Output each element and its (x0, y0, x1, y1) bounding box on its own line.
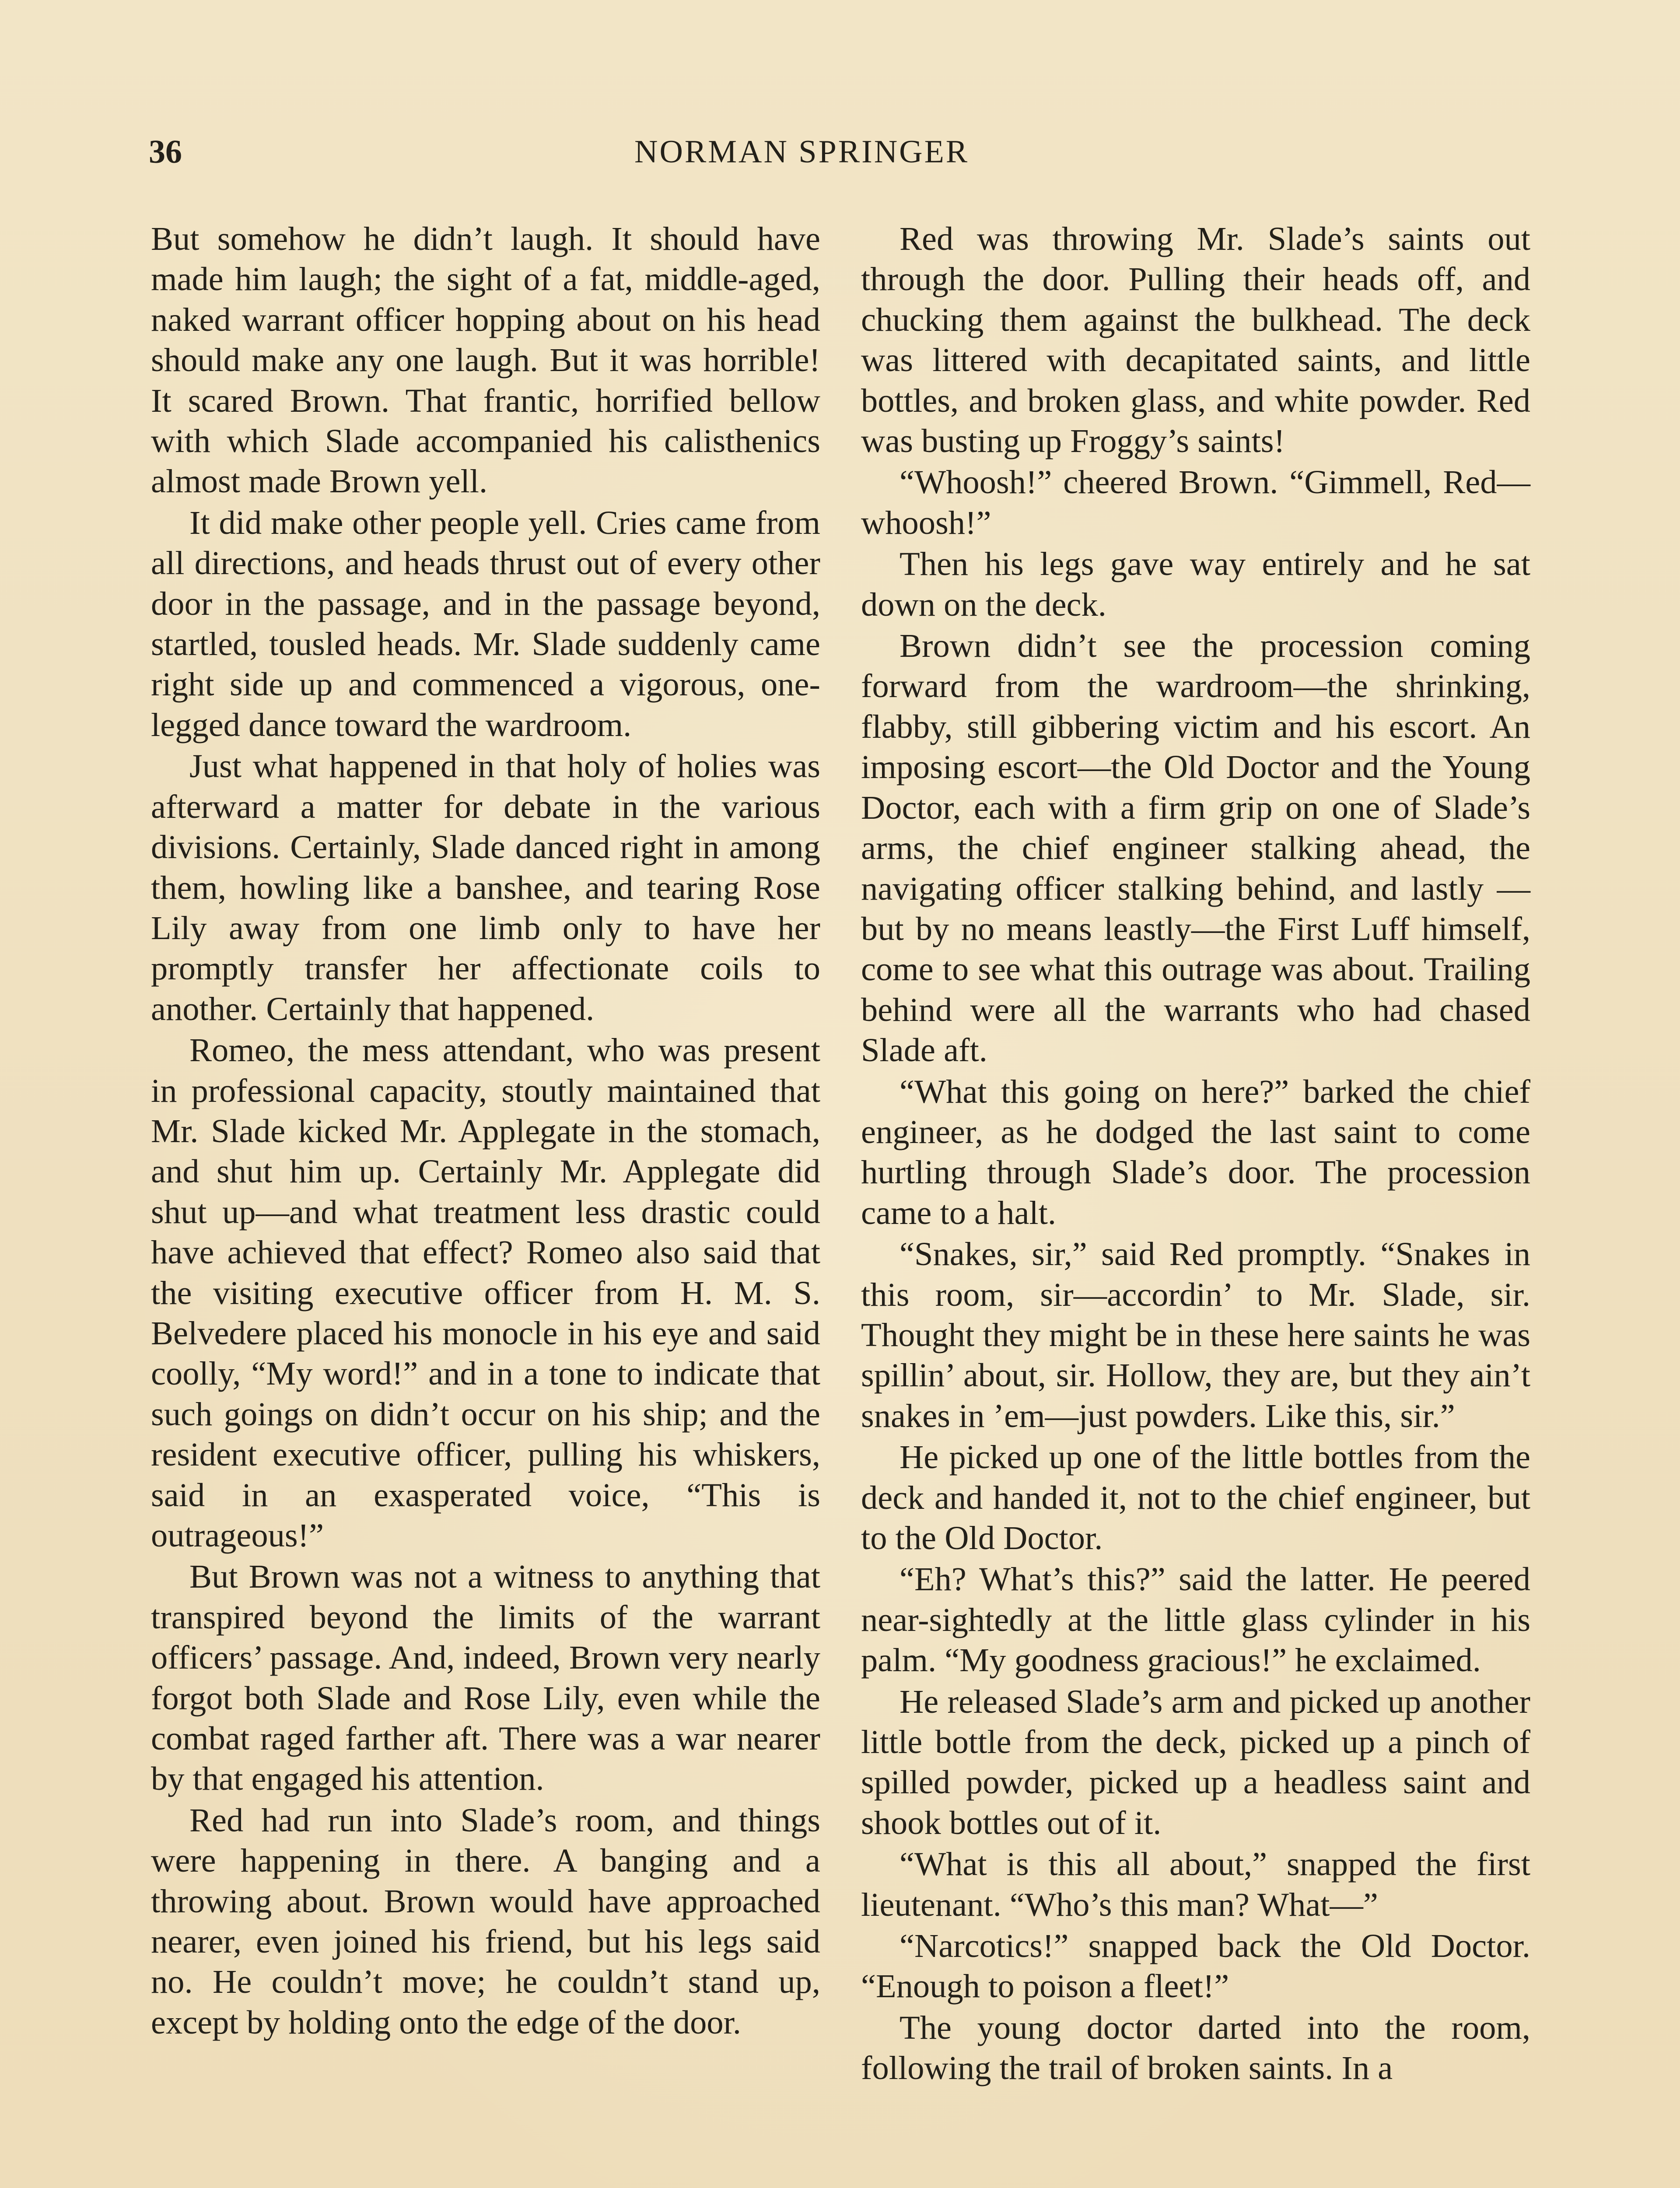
page-header (149, 132, 1050, 172)
paragraph: But somehow he didn’t laugh. It should have made him laugh; the sight of a fat, middle-aged, naked warrant officer hopping about on his head should make any one laugh. But it was horrible! It scared Brown. That frantic, horrified bellow with which Slade accompanied his calisthenics almost made Brown yell. (151, 220, 820, 500)
page-number: 36 (149, 133, 182, 170)
paragraph: “Narcotics!” snapped back the Old Doctor. “Enough to poison a fleet!” (861, 1927, 1530, 2005)
paragraph: Red was throwing Mr. Slade’s saints out through the door. Pulling their heads off, and chucking them against the bulkhead. The deck was littered with decapitated saints, and little bottles, and broken glass, and white powder. Red was busting up Froggy’s saints! (861, 220, 1530, 460)
paragraph: Romeo, the mess attendant, who was present in professional capacity, stoutly maintained that Mr. Slade kicked Mr. Applegate in the stomach, and shut him up. Certainly Mr. Applegate did shut up—and what treatment less drastic could have achieved that effect? Romeo also said that the visiting executive officer from H. M. S. Belvedere placed his monocle in his eye and said coolly, “My word!” and in a tone to indicate that such goings on didn’t occur on his ship; and the resident executive officer, pulling his whiskers, said in an exasperated voice, “This is outrageous!” (151, 1031, 820, 1554)
paragraph: Brown didn’t see the procession coming forward from the wardroom—the shrinking, flabby, still gibbering victim and his escort. An imposing escort—the Old Doctor and the Young Doctor, each with a firm grip on one of Slade’s arms, the chief engineer stalking ahead, the navigating officer stalking behind, and lastly —but by no means leastly—the First Luff himself, come to see what this outrage was about. Trailing behind were all the warrants who had chased Slade aft. (861, 627, 1530, 1069)
paragraph: “What is this all about,” snapped the first lieutenant. “Who’s this man? What—” (861, 1845, 1530, 1923)
paragraph: “What this going on here?” barked the chief engineer, as he dodged the last saint to come hurtling through Slade’s door. The procession came to a halt. (861, 1073, 1530, 1231)
paragraph: “Snakes, sir,” said Red promptly. “Snakes in this room, sir—accordin’ to Mr. Slade, sir. Thought they might be in these here saints he was spillin’ about, sir. Hollow, they are, but they ain’t snakes in ’em—just powders. Like this, sir.” (861, 1235, 1530, 1434)
paragraph: Then his legs gave way entirely and he sat down on the deck. (861, 545, 1530, 623)
paragraph: The young doctor darted into the room, following the trail of broken saints. In a (861, 2009, 1530, 2087)
paragraph: It did make other people yell. Cries came from all directions, and heads thrust out of every other door in the passage, and in the passage beyond, startled, tousled heads. Mr. Slade suddenly came right side up and commenced a vigorous, one-legged dance toward the wardroom. (151, 504, 820, 743)
paragraph: “Eh? What’s this?” said the latter. He peered near-sightedly at the little glass cylinder in his palm. “My goodness gracious!” he exclaimed. (861, 1560, 1530, 1679)
paragraph: He released Slade’s arm and picked up another little bottle from the deck, picked up a pinch of spilled powder, picked up a headless saint and shook bottles out of it. (861, 1683, 1530, 1841)
left-column (151, 219, 820, 2043)
running-head: NORMAN SPRINGER (634, 134, 970, 170)
paragraph: “Whoosh!” cheered Brown. “Gimmell, Red—whoosh!” (861, 463, 1530, 541)
right-column (861, 219, 1530, 2089)
paragraph: But Brown was not a witness to anything that transpired beyond the limits of the warrant officers’ passage. And, indeed, Brown very nearly forgot both Slade and Rose Lily, even while the combat raged farther aft. There was a war nearer by that engaged his attention. (151, 1558, 820, 1798)
paragraph: He picked up one of the little bottles from the deck and handed it, not to the chief engineer, but to the Old Doctor. (861, 1438, 1530, 1557)
paragraph: Just what happened in that holy of holies was afterward a matter for debate in the various divisions. Certainly, Slade danced right in among them, howling like a banshee, and tearing Rose Lily away from one limb only to have her promptly transfer her affectionate coils to another. Certainly that happened. (151, 747, 820, 1027)
paragraph: Red had run into Slade’s room, and things were happening in there. A banging and a throwing about. Brown would have approached nearer, even joined his friend, but his legs said no. He couldn’t move; he couldn’t stand up, except by holding onto the edge of the door. (151, 1801, 820, 2041)
